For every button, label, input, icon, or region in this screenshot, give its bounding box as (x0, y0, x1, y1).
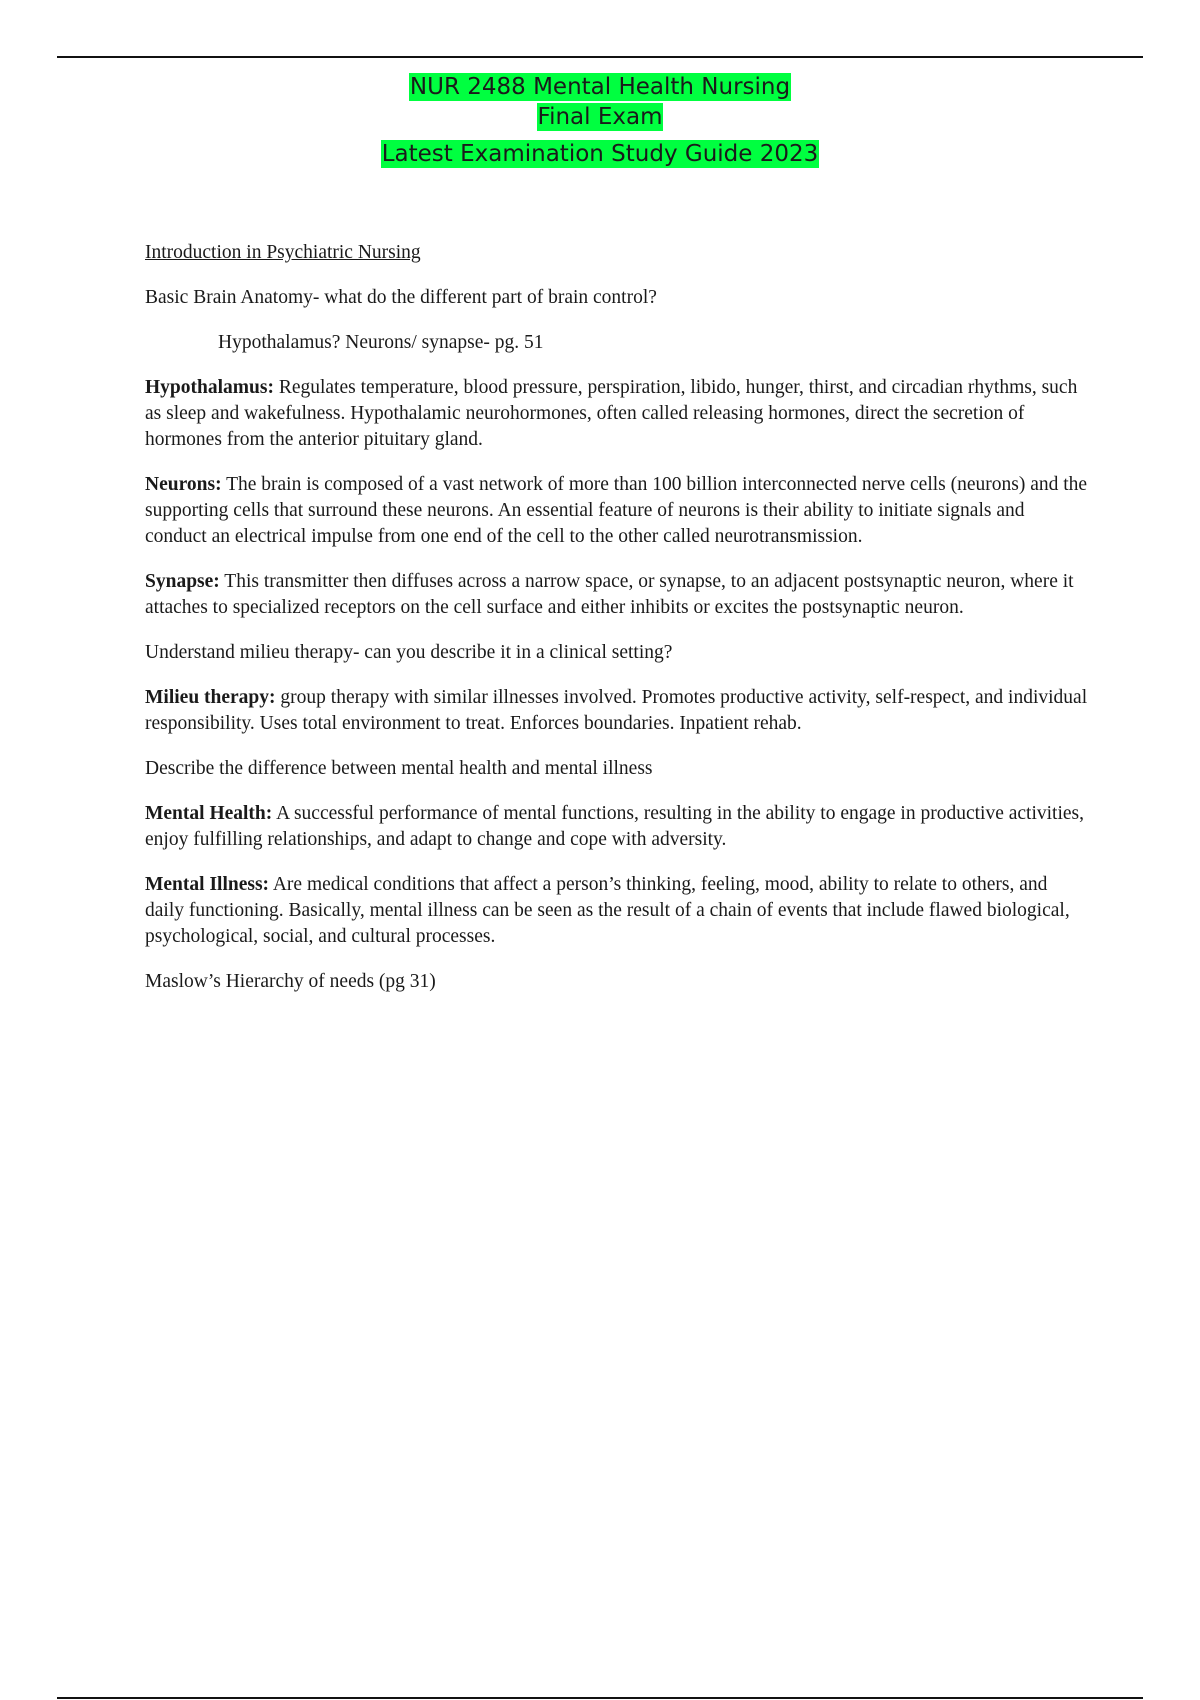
definition-milieu: group therapy with similar illnesses involved. Promotes productive activity, self-respect, and individual responsibility. Uses total environment to treat. Enforces boundaries. Inpatient rehab. (145, 687, 1088, 734)
question-difference: Describe the difference between mental health and mental illness (145, 758, 653, 779)
question-hypothalamus-ref: Hypothalamus? Neurons/ synapse- pg. 51 (218, 332, 544, 353)
top-rule (57, 56, 1143, 58)
paragraph-milieu (145, 685, 1090, 737)
question-milieu: Understand milieu therapy- can you describe it in a clinical setting? (145, 642, 673, 663)
term-mental-health: Mental Health: (145, 803, 273, 824)
paragraph-mental-health (145, 801, 1090, 853)
title-line-2-text: Final Exam (537, 104, 663, 130)
term-milieu: Milieu therapy: (145, 687, 276, 708)
document-body (145, 240, 1090, 1014)
definition-neurons: The brain is composed of a vast network of more than 100 billion interconnected nerve cells (neurons) and the supporting cells that surround these neurons. An essential feature of neurons is their ability to initiate signals and conduct an electrical impulse from one end of the cell to the other called neurotransmission. (145, 474, 1088, 547)
definition-mental-illness: Are medical conditions that affect a person’s thinking, feeling, mood, ability to relate to others, and daily functioning. Basically, mental illness can be seen as the result of a chain of events that include flawed biological, psychological, social, and cultural processes. (145, 874, 1070, 947)
definition-mental-health: A successful performance of mental functions, resulting in the ability to engage in productive activities, enjoy fulfilling relationships, and adapt to change and cope with adversity. (145, 803, 1085, 850)
section-heading (145, 240, 1090, 266)
bottom-rule (57, 1697, 1143, 1699)
paragraph-hypothalamus (145, 375, 1090, 453)
paragraph-neurons (145, 472, 1090, 550)
term-mental-illness: Mental Illness: (145, 874, 270, 895)
document-title (0, 72, 1200, 169)
definition-synapse: This transmitter then diffuses across a narrow space, or synapse, to an adjacent postsynaptic neuron, where it attaches to specialized receptors on the cell surface and either inhibits or excites the postsynaptic neuron. (145, 571, 1074, 618)
definition-hypothalamus: Regulates temperature, blood pressure, perspiration, libido, hunger, thirst, and circadian rhythms, such as sleep and wakefulness. Hypothalamic neurohormones, often called releasing hormones, direct the secretion of hormones from the anterior pituitary gland. (145, 377, 1078, 450)
title-line-3-text: Latest Examination Study Guide 2023 (381, 141, 819, 167)
title-line-2 (0, 102, 1200, 132)
section-title: Introduction in Psychiatric Nursing (145, 242, 421, 263)
question-maslow: Maslow’s Hierarchy of needs (pg 31) (145, 971, 436, 992)
paragraph-mental-illness (145, 872, 1090, 950)
title-line-1 (0, 72, 1200, 102)
term-neurons: Neurons: (145, 474, 222, 495)
term-hypothalamus: Hypothalamus: (145, 377, 274, 398)
term-synapse: Synapse: (145, 571, 220, 592)
question-brain-anatomy: Basic Brain Anatomy- what do the different part of brain control? (145, 287, 657, 308)
title-line-1-text: NUR 2488 Mental Health Nursing (409, 74, 791, 100)
title-line-3 (0, 139, 1200, 169)
paragraph-synapse (145, 569, 1090, 621)
